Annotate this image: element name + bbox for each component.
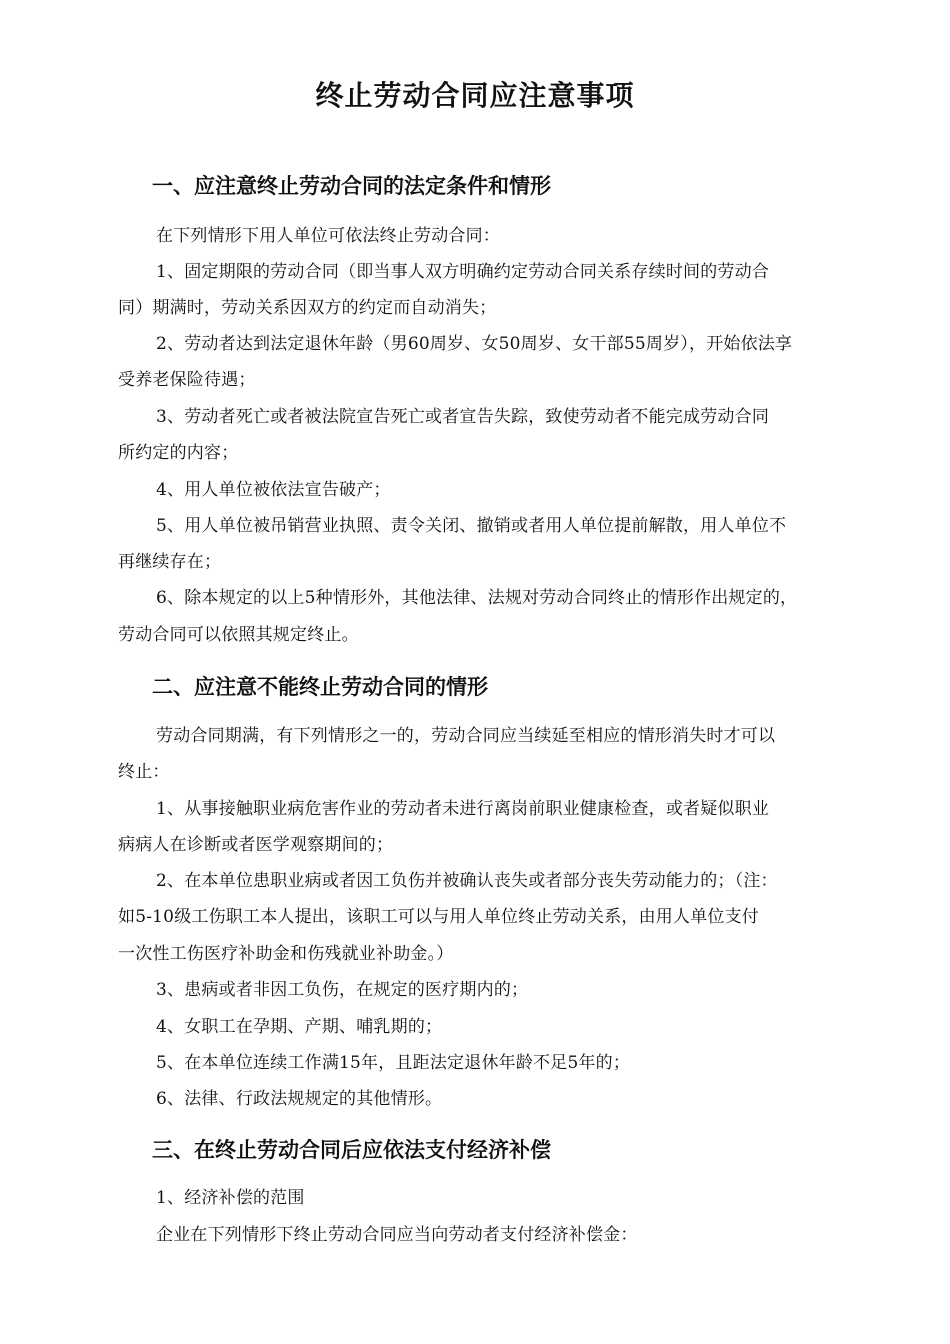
paragraph-line: 6、法律、行政法规规定的其他情形。: [156, 1089, 443, 1109]
paragraph-line: 6、除本规定的以上5种情形外，其他法律、法规对劳动合同终止的情形作出规定的，: [156, 588, 798, 608]
paragraph-line: 劳动合同期满，有下列情形之一的，劳动合同应当续延至相应的情形消失时才可以: [156, 726, 776, 746]
paragraph-line: 4、女职工在孕期、产期、哺乳期的；: [156, 1017, 443, 1037]
paragraph-line: 一次性工伤医疗补助金和伤残就业补助金。）: [118, 944, 454, 964]
paragraph-line: 劳动合同可以依照其规定终止。: [118, 625, 359, 645]
paragraph-line: 如5-10级工伤职工本人提出，该职工可以与用人单位终止劳动关系，由用人单位支付: [118, 907, 759, 927]
paragraph-line: 病病人在诊断或者医学观察期间的；: [118, 835, 394, 855]
paragraph-line: 所约定的内容；: [118, 443, 239, 463]
paragraph-line: 在下列情形下用人单位可依法终止劳动合同：: [156, 226, 500, 246]
paragraph-line: 3、患病或者非因工负伤，在规定的医疗期内的；: [156, 980, 529, 1000]
paragraph-line: 企业在下列情形下终止劳动合同应当向劳动者支付经济补偿金：: [156, 1225, 638, 1245]
paragraph-line: 5、用人单位被吊销营业执照、责令关闭、撤销或者用人单位提前解散，用人单位不: [156, 516, 787, 536]
paragraph-line: 同）期满时，劳动关系因双方的约定而自动消失；: [118, 298, 497, 318]
paragraph-line: 2、在本单位患职业病或者因工负伤并被确认丧失或者部分丧失劳动能力的；（注：: [156, 871, 778, 891]
paragraph-line: 2、劳动者达到法定退休年龄（男60周岁、女50周岁、女干部55周岁），开始依法享: [156, 334, 793, 354]
document-title: 终止劳动合同应注意事项: [315, 79, 635, 112]
paragraph-line: 3、劳动者死亡或者被法院宣告死亡或者宣告失踪，致使劳动者不能完成劳动合同: [156, 407, 770, 427]
section-heading-1: 一、应注意终止劳动合同的法定条件和情形: [152, 174, 551, 198]
paragraph-line: 1、从事接触职业病危害作业的劳动者未进行离岗前职业健康检查，或者疑似职业: [156, 799, 770, 819]
paragraph-line: 终止：: [118, 762, 170, 782]
section-heading-3: 三、在终止劳动合同后应依法支付经济补偿: [152, 1138, 551, 1162]
paragraph-line: 1、固定期限的劳动合同（即当事人双方明确约定劳动合同关系存续时间的劳动合: [156, 262, 770, 282]
paragraph-line: 再继续存在；: [118, 552, 222, 572]
paragraph-line: 4、用人单位被依法宣告破产；: [156, 480, 391, 500]
paragraph-line: 5、在本单位连续工作满15年，且距法定退休年龄不足5年的；: [156, 1053, 631, 1073]
section-heading-2: 二、应注意不能终止劳动合同的情形: [152, 675, 488, 699]
paragraph-line: 1、经济补偿的范围: [156, 1188, 305, 1208]
paragraph-line: 受养老保险待遇；: [118, 370, 256, 390]
